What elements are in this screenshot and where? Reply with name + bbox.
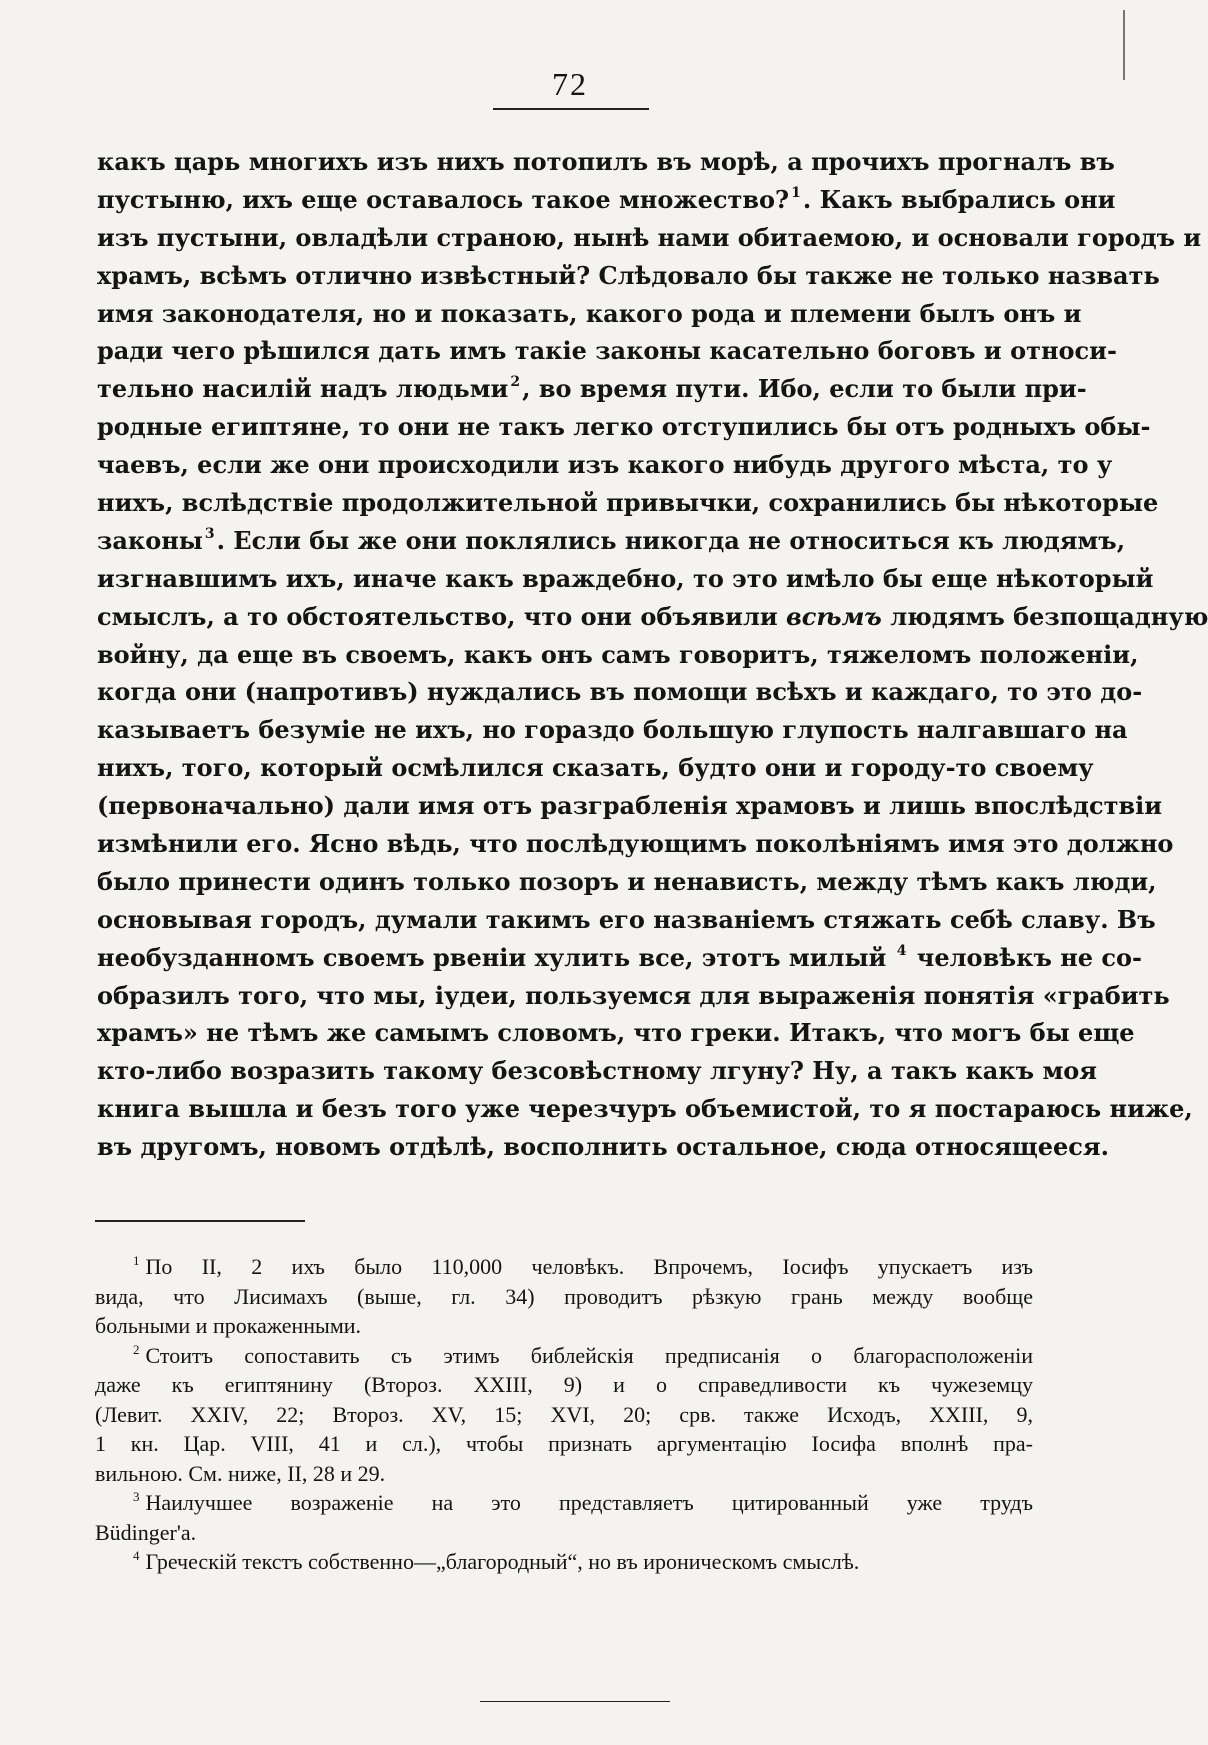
text-line: основывая городъ, думали такимъ его названіемъ стяжать себѣ славу. Въ bbox=[97, 904, 1156, 934]
text-line: какъ царь многихъ изъ нихъ потопилъ въ морѣ, а прочихъ прогналъ въ bbox=[97, 147, 1115, 176]
text-line: храмъ» не тѣмъ же самымъ словомъ, что греки. Итакъ, что могъ бы еще bbox=[97, 1018, 1135, 1048]
bottom-rule bbox=[480, 1701, 670, 1702]
footnote-line: $^2$ Стоитъ сопоставить съ этимъ библейскія предписанія о благорасположеніи bbox=[133, 1341, 1033, 1368]
text-line: чаевъ, если же они происходили изъ какого нибудь другого мѣста, то у bbox=[97, 450, 1113, 480]
footnote-ref: 3 bbox=[204, 525, 215, 542]
emphasis: всѣмъ bbox=[786, 601, 882, 631]
text-line: (первоначально) дали имя отъ разграбленія храмовъ и лишь впослѣдствіи bbox=[97, 791, 1163, 821]
footnote-line: Büdinger'а. bbox=[95, 1519, 197, 1545]
footnote-line: даже къ египтянину (Второз. XXIII, 9) и о справедливости къ чужеземцу bbox=[95, 1372, 1033, 1397]
text-line: образилъ того, что мы, іудеи, пользуемся для выраженія понятія «грабить bbox=[97, 980, 1170, 1010]
text-line: измѣнили его. Ясно вѣдь, что послѣдующимъ поколѣніямъ имя это должно bbox=[97, 829, 1174, 859]
text-line: войну, да еще въ своемъ, какъ онъ самъ говоритъ, тяжеломъ положеніи, bbox=[97, 639, 1139, 669]
text-line: законы $^3$. Если бы же они поклялись никогда не относиться къ людямъ, bbox=[97, 525, 1126, 555]
text-line: имя законодателя, но и показать, какого рода и племени былъ онъ и bbox=[97, 298, 1082, 328]
footnote-line: вида, что Лисимахъ (выше, гл. 34) проводитъ рѣзкую грань между вообще bbox=[95, 1283, 1033, 1309]
footnote-mark: 1 bbox=[133, 1253, 140, 1268]
text-line: кто-либо возразить такому безсовѣстному лгуну? Ну, а такъ какъ моя bbox=[97, 1056, 1098, 1086]
text-line: нихъ, того, который осмѣлился сказать, будто они и городу-то своему bbox=[97, 753, 1094, 783]
main-text bbox=[97, 143, 1208, 1166]
text-line: храмъ, всѣмъ отлично извѣстный? Слѣдовало бы также не только назвать bbox=[97, 260, 1160, 290]
footnote-line: 1 кн. Цар. VIII, 41 и сл.), чтобы признать аргументацію Іосифа вполнѣ пра- bbox=[95, 1431, 1033, 1456]
text-line: изъ пустыни, овладѣли страною, нынѣ нами обитаемою, и основали городъ и bbox=[97, 222, 1202, 252]
footnote-mark: 2 bbox=[133, 1341, 140, 1357]
footnote-line: (Левит. XXIV, 22; Второз. XV, 15; XVI, 20; срв. также Исходъ, XXIII, 9, bbox=[95, 1401, 1033, 1427]
text-line: смыслъ, а то обстоятельство, что они объявили всѣмъ людямъ безпощадную bbox=[97, 601, 1208, 631]
footnote-mark: 3 bbox=[133, 1489, 140, 1504]
text-line: изгнавшимъ ихъ, иначе какъ враждебно, то это имѣло бы еще нѣкоторый bbox=[97, 563, 1154, 593]
text-line: нихъ, вслѣдствіе продолжительной привычки, сохранились бы нѣкоторые bbox=[97, 488, 1159, 518]
footnotes bbox=[95, 1252, 1033, 1577]
footnote-mark: 4 bbox=[133, 1548, 140, 1563]
scan-edge-mark bbox=[1123, 10, 1125, 80]
text-line: было принести одинъ только позоръ и ненависть, между тѣмъ какъ люди, bbox=[97, 866, 1157, 896]
footnote-ref: 4 bbox=[896, 942, 907, 959]
text-line: казываетъ безуміе не ихъ, но гораздо большую глупость налгавшаго на bbox=[97, 715, 1128, 745]
footnote-line: $^4$ Греческій текстъ собственно—„благородный“, но въ ироническомъ смыслѣ. bbox=[133, 1548, 860, 1574]
footnote-separator bbox=[95, 1220, 305, 1222]
text-line: ради чего рѣшился дать имъ такіе законы касательно боговъ и относи- bbox=[97, 336, 1117, 366]
text-line: тельно насилій надъ людьми $^2$, во время пути. Ибо, если то были при- bbox=[97, 374, 1087, 404]
header-rule bbox=[493, 108, 649, 110]
footnote-line: $^1$ По II, 2 ихъ было 110,000 человѣкъ. Впрочемъ, Іосифъ упускаетъ изъ bbox=[133, 1253, 1033, 1279]
footnote-ref: 1 bbox=[791, 184, 801, 201]
text-line: книга вышла и безъ того уже черезчуръ объемистой, то я постараюсь ниже, bbox=[97, 1094, 1193, 1124]
text-line: родные египтяне, то они не такъ легко отступились бы отъ родныхъ обы- bbox=[97, 412, 1151, 442]
text-line: пустыню, ихъ еще оставалось такое множество? $^1$. Какъ выбрались они bbox=[97, 184, 1116, 214]
page-number: 72 bbox=[552, 66, 588, 102]
text-line: необузданномъ своемъ рвеніи хулить все, этотъ милый $^4$ человѣкъ не со- bbox=[97, 942, 1142, 972]
text-line: въ другомъ, новомъ отдѣлѣ, восполнить остальное, сюда относящееся. bbox=[97, 1132, 1110, 1162]
footnote-ref: 2 bbox=[510, 374, 521, 391]
footnote-line: вильною. См. ниже, II, 28 и 29. bbox=[95, 1460, 386, 1486]
footnote-line: $^3$ Наилучшее возраженіе на это представляетъ цитированный уже трудъ bbox=[133, 1489, 1033, 1515]
text-line: когда они (напротивъ) нуждались въ помощи всѣхъ и каждаго, то это до- bbox=[97, 677, 1143, 707]
footnote-line: больными и прокаженными. bbox=[95, 1313, 362, 1338]
